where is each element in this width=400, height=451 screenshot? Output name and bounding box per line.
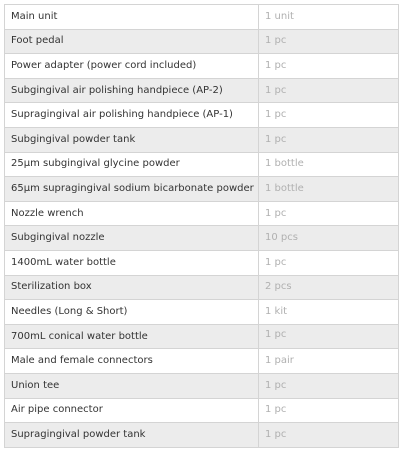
- item-quantity: 1 pc: [259, 201, 399, 226]
- item-name: 700mL conical water bottle: [5, 324, 259, 349]
- item-name: Foot pedal: [5, 29, 259, 54]
- item-quantity: 1 pair: [259, 349, 399, 374]
- item-quantity: 2 pcs: [259, 275, 399, 300]
- packing-list-body: [5, 5, 399, 448]
- item-quantity: 1 pc: [259, 398, 399, 423]
- table-row: [5, 250, 399, 275]
- table-row: [5, 29, 399, 54]
- item-name: Subgingival nozzle: [5, 226, 259, 251]
- item-quantity: 1 pc: [259, 373, 399, 398]
- packing-list: [4, 4, 398, 448]
- item-name: Air pipe connector: [5, 398, 259, 423]
- table-row: [5, 201, 399, 226]
- table-row: [5, 349, 399, 374]
- item-quantity: 1 pc: [259, 250, 399, 275]
- item-quantity: 1 kit: [259, 300, 399, 325]
- item-quantity: 1 bottle: [259, 177, 399, 202]
- table-row: [5, 54, 399, 79]
- item-name: Subgingival air polishing handpiece (AP-2): [5, 78, 259, 103]
- item-name: Main unit: [5, 5, 259, 30]
- item-name: 65μm supragingival sodium bicarbonate powder: [5, 177, 259, 202]
- item-name: Supragingival air polishing handpiece (AP-1): [5, 103, 259, 128]
- item-quantity: 1 pc: [259, 103, 399, 128]
- item-quantity: 1 pc: [259, 54, 399, 79]
- table-row: [5, 423, 399, 448]
- item-name: Power adapter (power cord included): [5, 54, 259, 79]
- item-quantity: 1 unit: [259, 5, 399, 30]
- table-row: [5, 152, 399, 177]
- table-row: [5, 5, 399, 30]
- table-row: [5, 177, 399, 202]
- item-name: Male and female connectors: [5, 349, 259, 374]
- item-name: Union tee: [5, 373, 259, 398]
- table-row: [5, 275, 399, 300]
- item-quantity: 1 pc: [259, 78, 399, 103]
- item-name: 1400mL water bottle: [5, 250, 259, 275]
- table-row: [5, 300, 399, 325]
- item-name: Nozzle wrench: [5, 201, 259, 226]
- table-row: [5, 78, 399, 103]
- item-quantity: 10 pcs: [259, 226, 399, 251]
- item-name: Needles (Long & Short): [5, 300, 259, 325]
- table-row: [5, 373, 399, 398]
- table-row: [5, 324, 399, 349]
- item-name: Sterilization box: [5, 275, 259, 300]
- item-quantity: 1 bottle: [259, 152, 399, 177]
- item-quantity: 1 pc: [259, 29, 399, 54]
- item-name: Supragingival powder tank: [5, 423, 259, 448]
- item-name: Subgingival powder tank: [5, 127, 259, 152]
- item-quantity: 1 pc: [259, 324, 399, 349]
- table-row: [5, 398, 399, 423]
- packing-list-table: [4, 4, 399, 448]
- item-quantity: 1 pc: [259, 423, 399, 448]
- table-row: [5, 226, 399, 251]
- table-row: [5, 127, 399, 152]
- table-row: [5, 103, 399, 128]
- item-quantity: 1 pc: [259, 127, 399, 152]
- item-name: 25μm subgingival glycine powder: [5, 152, 259, 177]
